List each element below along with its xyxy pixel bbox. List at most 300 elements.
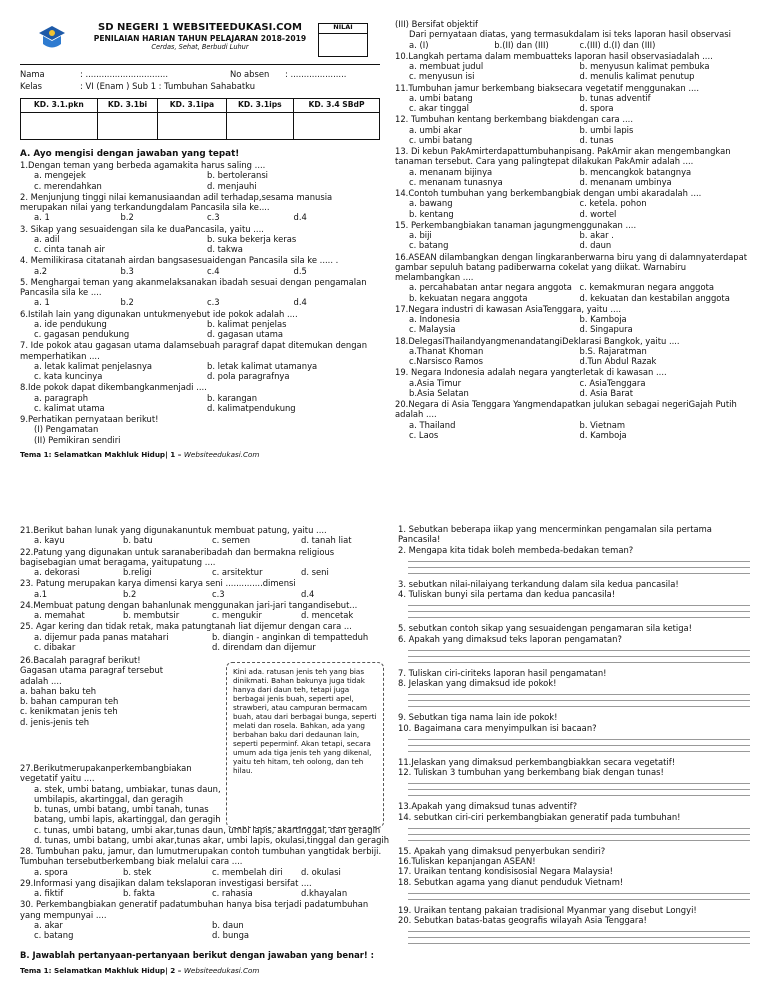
essay-question: 3. sebutkan nilai-nilaiyang terkandung dalam sila kedua pancasila! — [398, 578, 679, 589]
answer-option[interactable]: d. wortel — [579, 208, 617, 219]
question-item — [20, 277, 380, 308]
question-text: 23. Patung merupakan karya dimensi karya seni ..............dimensi — [20, 578, 296, 589]
question-line: (I) Pengamatan — [34, 424, 99, 435]
answer-option[interactable]: c. kemakmuran negara anggota — [579, 282, 715, 293]
answer-option[interactable]: a. Indonesia — [409, 314, 460, 324]
answer-option[interactable]: c. merendahkan — [34, 180, 102, 191]
option-row — [395, 93, 750, 103]
footer-text: Tema 1: Selamatkan Makhluk Hidup| 1 – — [20, 449, 184, 459]
nama-field[interactable]: : ............................... — [80, 69, 169, 79]
option-row — [20, 867, 390, 877]
question-text: 10.Langkah pertama dalam membuatteks laporan hasil observasiadalah .... — [395, 50, 713, 61]
answer-option[interactable]: d. tunas — [579, 134, 614, 145]
school-name: SD NEGERI 1 WEBSITEEDUKASI.COM — [98, 22, 302, 33]
answer-option[interactable]: c. Malaysia — [409, 324, 456, 335]
question-item — [395, 304, 750, 335]
school-header — [20, 18, 380, 62]
option-row — [20, 567, 390, 577]
question-text: 5. Menghargai teman yang akanmelaksanakan ibadah sesuai dengan pengamalan Pancasila sila ke .... — [20, 276, 367, 298]
question-item — [20, 192, 380, 223]
question-text: 20.Negara di Asia Tenggara Yangmendapatkan julukan sebagai negeriGajah Putih adalah .... — [395, 399, 737, 420]
answer-option[interactable]: c. kalimat utama — [34, 402, 105, 413]
answer-line[interactable] — [408, 933, 750, 938]
answer-option[interactable]: d. menjauhi — [207, 180, 257, 191]
question-text: 4. Memilikirasa citatanah airdan bangsasesuaidengan Pancasila sila ke ..... . — [20, 255, 339, 266]
answer-option[interactable]: a. ide pendukung — [34, 318, 107, 329]
answer-option[interactable]: a. adil — [34, 233, 60, 244]
exam-title: PENILAIAN HARIAN TAHUN PELAJARAN 2018-2019 — [93, 34, 307, 44]
option-row — [395, 71, 750, 81]
option-row — [20, 535, 390, 545]
answer-lines[interactable] — [408, 824, 750, 841]
answer-option[interactable]: d. gagasan utama — [207, 329, 284, 340]
question-text: 18.DelegasiThailandyangmenandatangiDeklarasi Bangkok, yaitu .... — [395, 335, 680, 346]
answer-line[interactable] — [408, 741, 750, 746]
section-b-title: B. Jawablah pertanyaan-pertanyaan berikut dengan jawaban yang benar! : — [20, 950, 374, 961]
answer-lines[interactable] — [408, 779, 750, 796]
answer-option[interactable]: a. umbi batang — [409, 92, 473, 103]
q27-option[interactable]: c. tunas, umbi batang, umbi akar,tunas daun, umbi lapis, akartinggal, dan geragih — [34, 824, 381, 835]
option-row — [395, 103, 750, 113]
essay-group — [398, 757, 750, 797]
nilai-box[interactable] — [318, 23, 368, 57]
option-row — [395, 198, 750, 208]
reading-passage-box — [226, 662, 384, 828]
essay-group — [398, 524, 750, 574]
answer-option[interactable]: a.Thanat Khoman — [409, 345, 484, 356]
question-text: 13. Di kebun PakAmirterdapattumbuhanpisang. PakAmir akan mengembangkan tanaman tersebut. Cara yang palingtepat dilakukan PakAmir adalah .... — [395, 146, 731, 167]
answer-option[interactable]: a. dekorasi — [34, 567, 80, 577]
question-text: 25. Agar kering dan tidak retak, maka patungtanah liat dijemur dengan cara ... — [20, 621, 352, 632]
question-item — [20, 525, 390, 546]
answer-option[interactable]: b. Vietnam — [579, 419, 626, 430]
answer-option[interactable]: c. dibakar — [34, 641, 76, 652]
option-row — [20, 234, 380, 244]
answer-option[interactable]: d. kalimatpendukung — [207, 402, 296, 413]
answer-option[interactable]: a. letak kalimat penjelasnya — [34, 360, 153, 371]
question-item — [20, 547, 390, 578]
answer-option[interactable]: b.Asia Selatan — [409, 387, 469, 398]
option-row — [395, 240, 750, 250]
answer-option[interactable]: c. AsiaTenggara — [579, 377, 646, 388]
question-text: (III) Bersifat objektif — [395, 19, 478, 29]
answer-lines[interactable] — [408, 735, 750, 752]
answer-option[interactable]: d. direndam dan dijemur — [212, 641, 316, 652]
answer-option[interactable]: b.religi — [123, 567, 152, 577]
answer-option[interactable]: c. membelah diri — [212, 866, 283, 877]
question-text: 6.Istilah lain yang digunakan untukmenyebut ide pokok adalah .... — [20, 308, 298, 319]
answer-lines[interactable] — [408, 646, 750, 663]
kd-score-cell[interactable] — [97, 112, 158, 139]
answer-option[interactable]: a. biji — [409, 230, 432, 240]
answer-option[interactable]: b. bertoleransi — [207, 170, 269, 181]
question-text: 2. Menjunjung tinggi nilai kemanusiaandan adil terhadap,sesama manusia merupakan nilai yang terkandungdalam Pancasila sila ke.... — [20, 191, 333, 213]
answer-option[interactable]: b.2 — [120, 297, 134, 308]
essay-question: 16.Tuliskan kepanjangan ASEAN! — [398, 856, 536, 866]
option-row — [395, 293, 750, 303]
answer-option[interactable]: c.(III) d.(I) dan (III) — [579, 39, 656, 50]
answer-option[interactable]: b. fakta — [123, 888, 155, 898]
essay-question: 4. Tuliskan bunyi sila pertama dan kedua pancasila! — [398, 589, 616, 599]
option-row — [395, 167, 750, 177]
answer-line[interactable] — [408, 939, 750, 944]
answer-option[interactable]: c.3 — [207, 297, 220, 308]
answer-line[interactable] — [408, 889, 750, 894]
answer-option[interactable]: d. takwa — [207, 244, 243, 255]
essay-question: 12. Tuliskan 3 tumbuhan yang berkembang biak dengan tunas! — [398, 767, 664, 777]
option-row — [20, 888, 390, 898]
question-item — [395, 252, 750, 303]
question-item — [20, 578, 390, 599]
q26-option[interactable]: b. bahan campuran teh — [20, 696, 119, 706]
answer-option[interactable]: c. Laos — [409, 429, 439, 440]
absen-field[interactable]: : ..................... — [285, 69, 347, 79]
option-row — [395, 378, 750, 388]
answer-option[interactable]: c. cinta tanah air — [34, 244, 105, 255]
answer-option[interactable]: d. seni — [301, 567, 329, 577]
option-row — [20, 329, 380, 339]
nama-label: Nama — [20, 69, 45, 79]
option-row — [395, 135, 750, 145]
question-item — [20, 160, 380, 191]
essay-questions — [398, 524, 750, 949]
answer-option[interactable]: a. akar — [34, 919, 63, 930]
answer-lines[interactable] — [408, 927, 750, 944]
answer-line[interactable] — [408, 836, 750, 841]
answer-line[interactable] — [408, 779, 750, 784]
question-text: 21.Berikut bahan lunak yang digunakanuntuk membuat patung, yaitu .... — [20, 525, 327, 535]
answer-line[interactable] — [408, 696, 750, 701]
option-row — [395, 420, 750, 430]
option-row — [20, 212, 380, 222]
essay-group — [398, 712, 750, 752]
answer-option[interactable]: d. mencetak — [301, 610, 354, 620]
q27-option[interactable]: a. stek, umbi batang, umbiakar, tunas daun, umbilapis, akartinggal, dan geragih — [34, 783, 221, 804]
questions-21-25 — [20, 525, 390, 652]
answer-option[interactable]: a. memahat — [34, 610, 85, 620]
q27-option[interactable]: b. tunas, umbi batang, umbi tanah, tunas batang, umbi lapis, akartinggal, dan geragih — [34, 804, 221, 825]
question-item — [395, 146, 750, 187]
answer-option[interactable]: d. tanah liat — [301, 535, 352, 546]
questions-28-30 — [20, 846, 390, 940]
answer-option[interactable]: c. batang — [34, 930, 74, 940]
answer-option[interactable]: a. dijemur pada panas matahari — [34, 631, 169, 642]
essay-question: 5. sebutkan contoh sikap yang sesuaidengan pengamaran sila ketiga! — [398, 623, 693, 634]
answer-lines[interactable] — [408, 601, 750, 618]
answer-option[interactable]: d.4 — [293, 297, 307, 308]
answer-option[interactable]: c. mengukir — [212, 610, 262, 620]
question-text: 29.Informasi yang disajikan dalam tekslaporan investigasi bersifat .... — [20, 877, 312, 888]
question-item — [20, 621, 390, 652]
question-text: 24.Membuat patung dengan bahanlunak menggunakan jari-jari tangandisebut... — [20, 599, 358, 610]
answer-option[interactable]: b.S. Rajaratman — [579, 345, 647, 356]
option-row — [20, 393, 380, 403]
answer-option[interactable]: c. menyusun isi — [409, 71, 475, 82]
essay-question: 11.Jelaskan yang dimaksud perkembangbiakkan secara vegetatif! — [398, 756, 676, 767]
kd-header: KD. 3.1bi — [97, 98, 158, 112]
q27-option[interactable]: d. tunas, umbi batang, umbi akar,tunas akar, umbi lapis, okulasi,tinggal dan geragih — [34, 834, 390, 845]
questions-9-20 — [395, 18, 750, 440]
answer-option[interactable]: a. kayu — [34, 535, 65, 546]
answer-option[interactable]: b.3 — [120, 265, 134, 276]
identity-block — [20, 64, 380, 92]
option-row — [20, 181, 380, 191]
answer-option[interactable]: c. ketela. pohon — [579, 198, 647, 209]
essay-group — [398, 668, 750, 708]
answer-option[interactable]: a. menanam bijinya — [409, 166, 493, 177]
answer-option[interactable]: b. tunas adventif — [579, 92, 651, 103]
school-motto: Cerdas, Sehat, Berbudi Luhur — [151, 43, 249, 52]
answer-option[interactable]: c. batang — [409, 240, 449, 251]
questions-1-9 — [20, 160, 380, 445]
answer-option[interactable]: a. umbi akar — [409, 124, 462, 135]
option-row — [395, 125, 750, 135]
option-row — [20, 297, 380, 307]
question-text: 22.Patung yang digunakan untuk saranaberibadah dan bermakna religious bagisebagian umat beragama, yaitupatung .... — [20, 546, 335, 567]
answer-option[interactable]: d.4 — [301, 588, 315, 599]
nilai-label: NILAI — [319, 24, 367, 34]
answer-option[interactable]: d. okulasi — [301, 866, 341, 877]
footer-site: Websiteedukasi.Com — [183, 449, 260, 459]
reading-passage: Kini ada. ratusan jenis teh yang bias dinikmati. Bahan bakunya juga tidak hanya dari daun teh, tetapi juga berbagai jenis buah, seperti apel, strawberi, atau campuran bermacam buah, atau dari berbagai bunga, seperti melati dan rosela. Bahkan, ada yang berbahan baku dari dedaunan lain, seperti peperminf. Akan tetapi, secara umum ada tiga jenis teh yang dikenal, yaitu teh hitam, teh oolong, dan teh hilau. — [233, 667, 377, 775]
answer-line[interactable] — [408, 652, 750, 657]
answer-option[interactable]: b. membutsir — [123, 610, 180, 620]
answer-option[interactable]: c. rahasia — [212, 888, 253, 898]
essay-question: 14. sebutkan ciri-ciri perkembangbiakan generatif pada tumbuhan! — [398, 811, 681, 822]
answer-option[interactable]: a.Asia Timur — [409, 377, 462, 388]
answer-option[interactable]: d. daun — [579, 240, 612, 251]
question-item — [395, 220, 750, 251]
answer-option[interactable]: d.5 — [293, 265, 307, 276]
answer-line[interactable] — [408, 791, 750, 796]
question-item — [395, 114, 750, 145]
answer-line[interactable] — [408, 830, 750, 835]
school-logo-icon — [36, 24, 68, 52]
question-text: 16.ASEAN dilambangkan dengan lingkaranberwarna biru yang di dalamnyaterdapat gambar sepuluh batang padiberwarna cokelat yang diikat. Warnabiru melambangkan .... — [395, 251, 748, 282]
answer-option[interactable]: b. diangin - anginkan di tempatteduh — [212, 631, 369, 642]
answer-option[interactable]: d. spora — [579, 103, 614, 113]
answer-line[interactable] — [408, 690, 750, 695]
answer-lines[interactable] — [408, 690, 750, 707]
answer-option[interactable]: c.3 — [207, 212, 220, 223]
answer-line[interactable] — [408, 601, 750, 606]
answer-option[interactable]: a. 1 — [34, 212, 50, 223]
option-row — [20, 930, 390, 940]
option-row — [395, 314, 750, 324]
kd-score-cell[interactable] — [158, 112, 226, 139]
kd-score-cell[interactable] — [21, 112, 98, 139]
answer-line[interactable] — [408, 607, 750, 612]
answer-option[interactable]: b.(II) dan (III) — [494, 39, 549, 50]
answer-option[interactable]: a. 1 — [34, 297, 50, 308]
option-row — [395, 209, 750, 219]
question-text: 3. Sikap yang sesuaidengan sila ke duaPancasila, yaitu .... — [20, 223, 264, 234]
essay-group — [398, 846, 750, 900]
question-text: 17.Negara industri di kawasan AsiaTenggara, yaitu .... — [395, 303, 622, 314]
page1-left — [20, 18, 380, 460]
kd-header: KD. 3.1ipa — [158, 98, 226, 112]
option-row — [20, 371, 380, 381]
answer-option[interactable]: a.1 — [34, 588, 48, 599]
question-item — [395, 51, 750, 82]
answer-option[interactable] — [665, 40, 750, 50]
answer-option[interactable]: b. kalimat penjelas — [207, 318, 287, 329]
answer-line[interactable] — [408, 785, 750, 790]
answer-line[interactable] — [408, 824, 750, 829]
answer-option[interactable]: c. menanam tunasnya — [409, 176, 503, 187]
q26-title: 26.Bacalah paragraf berikut! — [20, 655, 141, 665]
question-text: 19. Negara Indonesia adalah negara yangterletak di kawasan .... — [395, 367, 667, 378]
option-row — [395, 230, 750, 240]
answer-option[interactable]: c. arsitektur — [212, 567, 263, 577]
answer-line[interactable] — [408, 563, 750, 568]
answer-option[interactable]: b. akar . — [579, 230, 614, 240]
answer-option[interactable]: b.2 — [120, 212, 134, 223]
answer-line[interactable] — [408, 735, 750, 740]
question-text: 8.Ide pokok dapat dikembangkanmenjadi .... — [20, 382, 207, 393]
answer-option[interactable]: a. spora — [34, 866, 68, 877]
essay-question: 10. Bagaimana cara menyimpulkan isi bacaan? — [398, 722, 597, 733]
essay-group — [398, 905, 750, 945]
q27-question: 27.Berikutmerupakanperkembangbiakan vegetatif yaitu .... — [20, 763, 192, 784]
option-row — [20, 920, 390, 930]
q26-option[interactable]: a. bahan baku teh — [20, 685, 97, 696]
option-row — [20, 632, 390, 642]
answer-line[interactable] — [408, 927, 750, 932]
page2-left — [20, 524, 390, 975]
option-row — [395, 346, 750, 356]
essay-question: 2. Mengapa kita tidak boleh membeda-bedakan teman? — [398, 544, 634, 555]
option-row — [20, 266, 380, 276]
answer-option[interactable]: d.Tun Abdul Razak — [579, 356, 657, 366]
answer-option[interactable]: a. Thailand — [409, 419, 456, 430]
answer-option[interactable]: d. bunga — [212, 930, 250, 940]
answer-option[interactable]: a. fiktif — [34, 888, 64, 898]
question-item — [20, 414, 380, 445]
answer-option[interactable]: d.khayalan — [301, 888, 348, 898]
option-row — [20, 244, 380, 254]
answer-option[interactable]: b. mencangkok batangnya — [579, 166, 692, 177]
answer-option[interactable]: c. semen — [212, 535, 251, 546]
answer-option[interactable]: b. daun — [212, 919, 244, 930]
answer-option[interactable]: c. umbi batang — [409, 134, 473, 145]
answer-option[interactable]: b. kekuatan negara anggota — [409, 292, 528, 303]
essay-question: 8. Jelaskan yang dimaksud ide pokok! — [398, 678, 557, 688]
question-line: Dari pernyataan diatas, yang termasukdalam isi teks laporan hasil observasi — [409, 29, 731, 40]
option-row — [20, 170, 380, 180]
answer-line[interactable] — [408, 702, 750, 707]
question-text: 9.Perhatikan pernyataan berikut! — [20, 414, 159, 425]
answer-option[interactable]: b. karangan — [207, 392, 258, 403]
option-row — [395, 61, 750, 71]
answer-option[interactable]: d. Asia Barat — [579, 387, 634, 398]
answer-option[interactable]: b. kentang — [409, 208, 454, 219]
answer-line[interactable] — [408, 747, 750, 752]
kd-score-cell[interactable] — [294, 112, 380, 139]
answer-option[interactable]: a. bawang — [409, 198, 453, 209]
answer-line[interactable] — [408, 569, 750, 574]
question-text: 30. Perkembangbiakan generatif padatumbuhan hanya bisa terjadi padatumbuhan yang mempunyai .... — [20, 899, 369, 920]
answer-line[interactable] — [408, 613, 750, 618]
question-item — [395, 188, 750, 219]
answer-option[interactable]: a. percahabatan antar negara anggota — [409, 282, 572, 293]
kd-table — [20, 98, 380, 140]
answer-option[interactable]: d. menanam umbinya — [579, 176, 672, 187]
answer-option[interactable]: d. kekuatan dan kestabilan anggota — [579, 292, 730, 303]
answer-option[interactable]: b. Kamboja — [579, 314, 627, 324]
option-row — [20, 319, 380, 329]
answer-option[interactable]: b. suka bekerja keras — [207, 233, 297, 244]
answer-option[interactable]: a. membuat judul — [409, 61, 484, 71]
answer-line[interactable] — [408, 658, 750, 663]
answer-option[interactable]: b. batu — [123, 535, 153, 546]
question-item — [395, 19, 750, 50]
page-footer-1 — [20, 451, 380, 460]
essay-group — [398, 623, 750, 663]
answer-option[interactable]: c. gagasan pendukung — [34, 329, 130, 340]
q26-option[interactable]: c. kenikmatan jenis teh — [20, 706, 118, 717]
option-row — [395, 40, 750, 50]
question-item — [20, 600, 390, 621]
question-item — [395, 367, 750, 398]
kd-header: KD. 3.1.pkn — [21, 98, 98, 112]
answer-option[interactable]: c.3 — [212, 588, 225, 599]
answer-option[interactable]: d. pola paragrafnya — [207, 371, 290, 382]
essay-question: 9. Sebutkan tiga nama lain ide pokok! — [398, 712, 558, 723]
question-text: 7. Ide pokok atau gagasan utama dalamsebuah paragraf dapat ditemukan dengan memperhatikan .... — [20, 340, 367, 361]
kelas-value: : VI (Enam ) Sub 1 : Tumbuhan Sahabatku — [80, 81, 256, 92]
kd-score-cell[interactable] — [226, 112, 293, 139]
answer-option[interactable]: b.2 — [123, 588, 137, 599]
question-item — [395, 336, 750, 367]
answer-option[interactable]: d. Kamboja — [579, 429, 627, 440]
essay-question: 13.Apakah yang dimaksud tunas adventif? — [398, 801, 578, 812]
answer-option[interactable]: d. Singapura — [579, 324, 633, 335]
question-item — [395, 83, 750, 114]
absen-label: No absen — [230, 69, 270, 79]
answer-line[interactable] — [408, 895, 750, 900]
answer-option[interactable]: a. paragraph — [34, 392, 88, 403]
q26-option[interactable]: d. jenis-jenis teh — [20, 716, 90, 727]
answer-option[interactable]: c.Narsisco Ramos — [409, 356, 483, 366]
option-row — [395, 356, 750, 366]
answer-option[interactable]: c.4 — [207, 265, 220, 276]
answer-option[interactable]: b. umbi lapis — [579, 124, 634, 135]
answer-option[interactable]: c. kata kuncinya — [34, 371, 103, 382]
answer-lines[interactable] — [408, 889, 750, 900]
answer-option[interactable]: b. menyusun kalimat pembuka — [579, 61, 710, 71]
question-text: 11.Tumbuhan jamur berkembang biaksecara vegetatif menggunakan .... — [395, 82, 699, 93]
answer-option[interactable]: a.2 — [34, 265, 48, 276]
answer-option[interactable]: d. menulis kalimat penutup — [579, 71, 695, 82]
answer-option[interactable]: a. (I) — [409, 39, 429, 50]
option-row — [395, 388, 750, 398]
answer-option[interactable]: b. stek — [123, 866, 152, 877]
question-text: 14.Contoh tumbuhan yang berkembangbiak dengan umbi akaradalah .... — [395, 188, 702, 198]
answer-option[interactable]: a. mengejek — [34, 170, 86, 181]
answer-option[interactable]: c. akar tinggal — [409, 103, 470, 113]
answer-option[interactable]: d.4 — [293, 212, 307, 223]
option-row — [395, 430, 750, 440]
answer-line[interactable] — [408, 557, 750, 562]
answer-option[interactable]: b. letak kalimat utamanya — [207, 360, 318, 371]
answer-line[interactable] — [408, 646, 750, 651]
answer-lines[interactable] — [408, 557, 750, 574]
kd-header: KD. 3.1ips — [226, 98, 293, 112]
question-text: 28. Tumbuhan paku, jamur, dan lumutmerupakan contoh tumbuhan yangtidak berbiji. Tumbuhan tersebutberkembang biak melalui cara .... — [20, 846, 382, 867]
option-row — [20, 642, 390, 652]
question-item — [395, 399, 750, 440]
